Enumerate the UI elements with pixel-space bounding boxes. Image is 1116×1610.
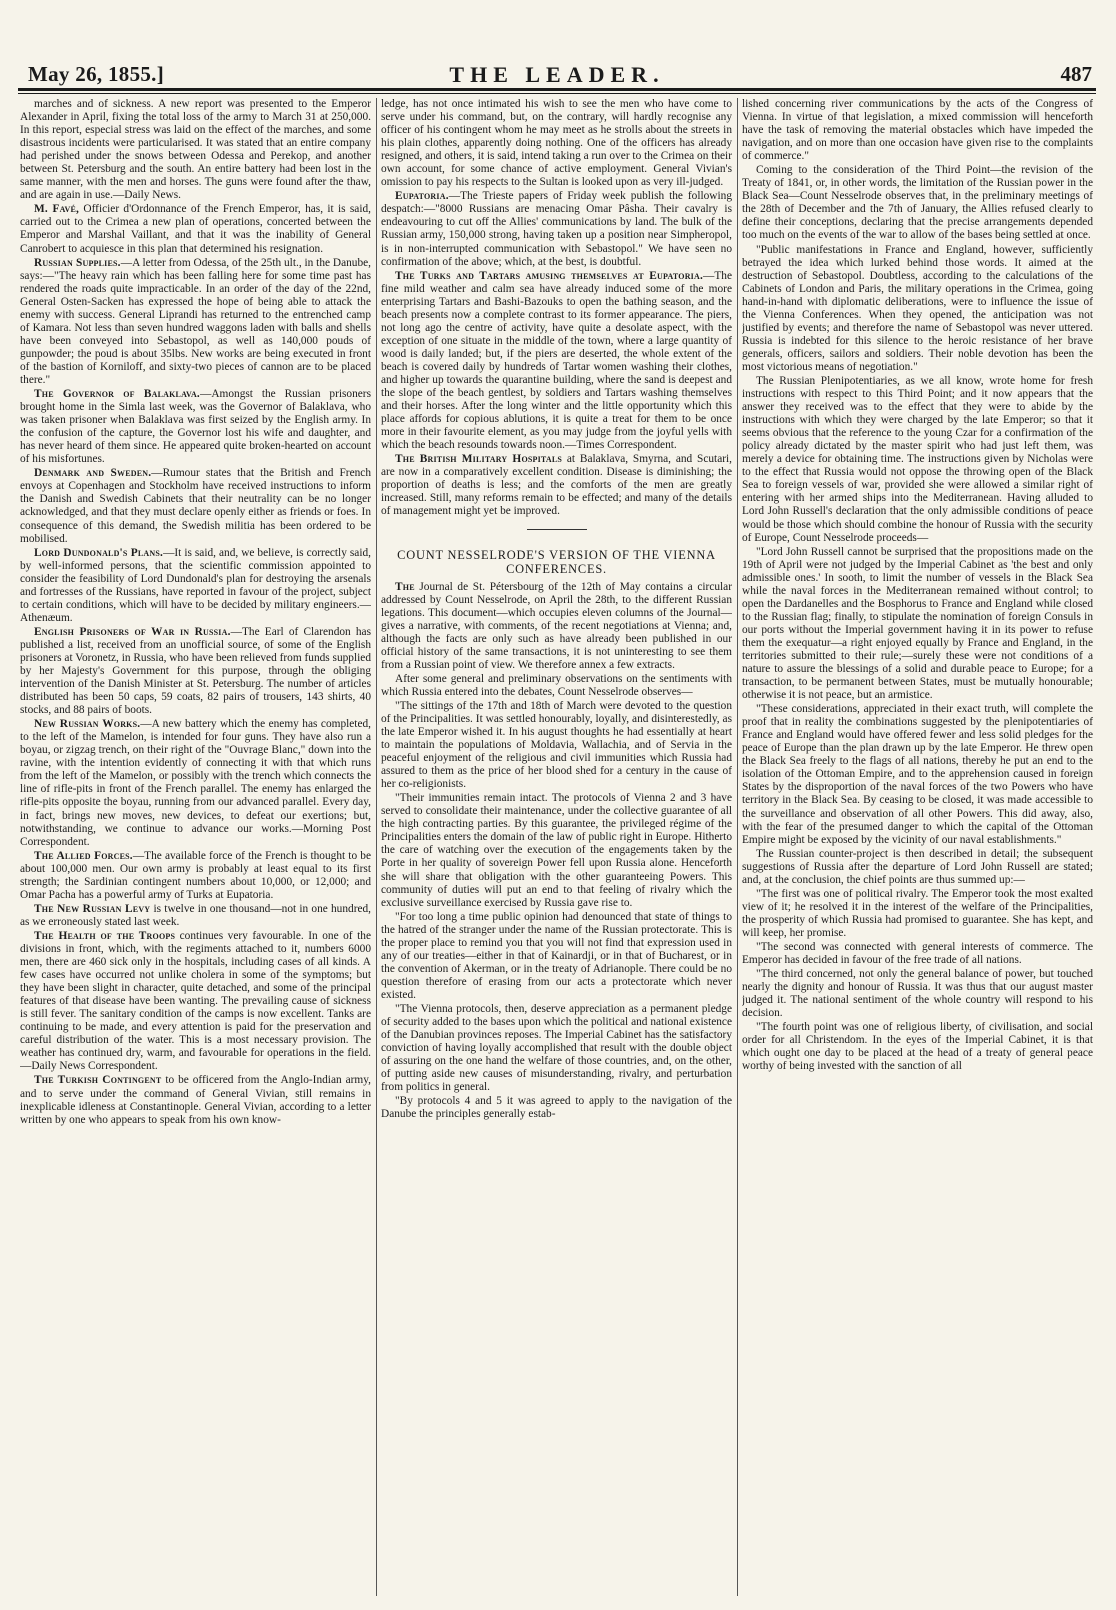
paragraph — [20, 547, 371, 625]
paragraph-text: "These considerations, appreciated in their exact truth, will complete the proof that in reality the combinations suggested by the plenipotentiaries of France and England would have offered fewer and less solid pledges for the peace of Europe than the plan drawn up by the late Emperor. He threw open the Black Sea freely to the flags of all nations, thereby he put an end to the isolation of the Ottoman Empire, and to the apprehension caused in foreign States by the disproportion of the naval forces of the two Powers who have territory in the Black Sea. By ceasing to be closed, it was made accessible to the surveillance and observation of all other Powers. This did away, also, with the fear of the presumed danger to which the capital of the Ottoman Empire might be exposed by the vicinity of our naval establishments." — [742, 703, 1093, 846]
paragraph-heading: The — [395, 580, 415, 593]
column-3 — [742, 98, 1093, 1596]
column-divider — [737, 98, 738, 1596]
paragraph-heading: The Turks and Tartars amusing themselves at Eupatoria. — [395, 269, 704, 282]
paragraph-text: —The fine mild weather and calm sea have already induced some of the more enterprising Tartars and Bashi-Bazouks to open the bathing season, and the beach presents now a complete contrast to its former appearance. The piers, not long ago the centre of activity, have quite a desolate aspect, with the exception of one situate in the middle of the town, where a large quantity of wood is daily landed; but, if the piers are deserted, the whole extent of the beach is covered daily by hundreds of Tartar women washing their clothes, and higher up towards the quarantine building, where the sand is deepest and the slope of the beach gentlest, by soldiers and Tartars washing themselves and their horses. After the long winter and the little opportunity which this place affords for copious ablutions, it is quite a treat for them to be once more in their favourite element, as you may judge from the joyful yells with which the beach resounds towards noon.—Times Correspondent. — [381, 269, 732, 452]
paragraph — [381, 792, 732, 909]
paragraph-heading: Lord Dundonald's Plans. — [34, 546, 164, 559]
article-heading: COUNT NESSELRODE'S VERSION OF THE VIENNA CONFERENCES. — [397, 547, 716, 576]
paragraph-text: —A new battery which the enemy has completed, to the left of the Mamelon, is intended for four guns. They have also run a boyau, or zigzag trench, on their right of the "Ouvrage Blanc," down into the ravine, with the intention evidently of connecting it with that which runs from the left of the Mamelon, or possibly with the trench which connects the line of rifle-pits in front of the French parallel. The enemy has enlarged the rifle-pits opposite the boyau, running from our advanced parallel. Every day, in fact, brings new moves, new devices, to defeat our exertions; but, notwithstanding, we continue to advance our works.—Morning Post Correspondent. — [20, 718, 371, 848]
masthead-rule-thin — [18, 93, 1096, 94]
paragraph-text: "Public manifestations in France and England, however, sufficiently betrayed the idea which lurked behind those words. It aimed at the destruction of Sebastopol. Doubtless, according to the calculations of the Cabinets of London and Paris, the military operations in the Crimea, going hand-in-hand with diplomatic deliberations, were to influence the issue of the Vienna Conferences. When they opened, the anticipation was not justified by events; and therefore the name of Sebastopol was never uttered. Russia is indebted for this silence to the heroic resistance of her brave generals, officers, sailors and soldiers. Their noble devotion has been the most victorious means of negotiation." — [742, 243, 1093, 373]
paragraph-heading: English Prisoners of War in Russia. — [34, 625, 231, 638]
page-number: 487 — [1060, 62, 1092, 86]
paragraph — [381, 673, 732, 699]
paragraph — [20, 930, 371, 1074]
paragraph-heading: The Allied Forces. — [34, 849, 133, 862]
paragraph-text: The Russian Plenipotentiaries, as we all know, wrote home for fresh instructions with respect to this Third Point; and it now appears that the answer they received was to the effect that they were to abide by the instructions with which they were charged by the late Emperor; so that it seems obvious that the reference to the young Czar for a confirmation of the policy already dictated by the master spirit who had just left them, was merely a device for obtaining time. The instructions given by Nicholas were to the effect that Russia would not oppose the throwing open of the Black Sea to foreign vessels of war, provided she were allowed a similar right of entering with her armed ships into the Mediterranean. Having alluded to Lord John Russell's declaration that the only admissible conditions of peace would be those which should combine the honour of Russia with the security of Europe, Count Nesselrode proceeds— — [742, 374, 1093, 544]
paragraph — [20, 467, 371, 545]
paragraph-text: —The available force of the French is thought to be about 100,000 men. Our own army is probably at least equal to its first strength; the Sardinian contingent numbers about 10,000, or 12,000; and Omar Pacha has a powerful army of Turks at Eupatoria. — [20, 849, 371, 901]
paragraph — [381, 270, 732, 453]
paragraph-heading: The Governor of Balaklava. — [34, 388, 200, 401]
column-2 — [381, 98, 732, 1596]
paragraph-text: is twelve in one thousand—not in one hundred, as we erroneously stated last week. — [20, 902, 371, 928]
paragraph-text: "The second was connected with general interests of commerce. The Emperor has decided in favour of the free trade of all nations. — [742, 941, 1093, 967]
paragraph-heading: Denmark and Sweden. — [34, 467, 152, 480]
paragraph-heading: The British Military Hospitals — [395, 453, 563, 466]
paragraph-heading: The New Russian Levy — [34, 902, 151, 915]
paragraph — [742, 888, 1093, 940]
paragraph-text: to be officered from the Anglo-Indian army, and to serve under the command of General Vivian, still remains in inexplicable idleness at Constantinople. General Vivian, according to a letter written by one who appears to speak from his own know- — [20, 1074, 371, 1126]
paragraph-text: —The Earl of Clarendon has published a list, received from an unofficial source, of some of the English prisoners at Voronetz, in Russia, who have been relieved from funds supplied by her Majesty's Government for this purpose, through the obliging intervention of the Danish Minister at St. Petersburg. The number of articles distributed has been 50 caps, 59 coats, 82 pairs of trousers, 143 shirts, 40 stocks, and 88 pairs of boots. — [20, 625, 371, 717]
paragraph-text: "The Vienna protocols, then, deserve appreciation as a permanent pledge of security added to the bases upon which the political and national existence of the Danubian provinces reposes. The Imperial Cabinet has the satisfactory conviction of having loyally accomplished that result with the double object of assuring on the one hand the welfare of those countries, and, on the other, of putting aside new causes of misunderstanding, rivalry, and perturbation from politics in general. — [381, 1003, 732, 1094]
paragraph — [20, 718, 371, 848]
paragraph — [381, 1095, 732, 1121]
column-divider — [376, 98, 377, 1596]
paragraph — [742, 244, 1093, 374]
paragraph — [381, 190, 732, 268]
paragraph-text: —It is said, and, we believe, is correctly said, by well-informed persons, that the scientific commission appointed to consider the feasibility of Lord Dundonald's plan for destroying the arsenals and fortresses of the Russians, have reported in favour of the project, subject to certain conditions, which will have to be decided by military engineers.—Athenæum. — [20, 546, 371, 624]
paragraph — [381, 700, 732, 791]
paragraph — [20, 1074, 371, 1126]
column-2-news — [381, 98, 732, 519]
paragraph — [742, 375, 1093, 545]
section-divider — [527, 529, 587, 530]
paragraph-heading: The Health of the Troops — [34, 929, 176, 942]
paragraph-text: "Lord John Russell cannot be surprised that the propositions made on the 19th of April were not judged by the Imperial Cabinet as 'the best and only admissible ones.' In sooth, to limit the number of vessels in the Black Sea while the naval forces in the Mediterranean remained without control; to open the Dardanelles and the Bosphorus to France and England while closed to the Russian flag; finally, to stipulate the nomination of foreign Consuls in our ports without the Imperial government having it in its power to refuse them the exequatur—a right enjoyed equally by France and England, in the territories submitted to their rule;—surely these were not conditions of a nature to assure the blessings of a solid and durable peace to Europe; for a transaction, to be permanent between States, must be mutually honourable; otherwise it is not peace, but an armistice. — [742, 545, 1093, 702]
paragraph — [742, 968, 1093, 1020]
paragraph-text: "For too long a time public opinion had denounced that state of things to the hatred of the stranger under the name of the Russian protectorate. This is the proper place to remind you that you will not find that expression used in any of our treaties—either in that of Kainardji, or in that of Bucharest, or in the convention of Akerman, or in the treaty of Adrianople. There could be no question therefore of erasing from our acts a protectorate which never existed. — [381, 910, 732, 1001]
paragraph — [20, 850, 371, 902]
paragraph-text: continues very favourable. In one of the divisions in front, which, with the regiments attached to it, numbers 6000 men, there are 460 sick only in the hospitals, including cases of all kinds. A few cases have occurred not unlike cholera in some of the symptoms; but they have been slight in character, quite detached, and some of the principal features of that disease have been wanting. The prevailing cause of sickness is still fever. The sanitary condition of the camps is now excellent. Tanks are continuing to be made, and every attention is paid for the preservation and careful distribution of the water. This is a most necessary provision. The weather has continued dry, warm, and favourable for operations in the field.—Daily News Correspondent. — [20, 929, 371, 1073]
issue-date: May 26, 1855.] — [28, 62, 165, 86]
paragraph — [381, 911, 732, 1002]
paragraph-text: —A letter from Odessa, of the 25th ult., in the Danube, says:—"The heavy rain which has been falling here for some time past has rendered the roads quite impracticable. In an order of the day of the 22nd, General Osten-Sacken has expressed the hope of being able to attack the enemy with success. General Liprandi has returned to the entrenched camp of Kamara. Not less than seven hundred waggons laden with balls and shells have been conveyed into Sebastopol, as well as 140,000 pouds of gunpowder; the poud is about 35lbs. New works are being executed in front of the bastion of Korniloff, and sixty-two pieces of cannon are to be placed there." — [20, 256, 371, 386]
paragraph — [20, 903, 371, 929]
paragraph — [381, 581, 732, 672]
paragraph-text: Journal de St. Pétersbourg of the 12th of May contains a circular addressed by Count Nesselrode, on April the 28th, to the different Russian legations. This document—which occupies eleven columns of the Journal—gives a narrative, with comments, of the recent negotiations at Vienna; and, although the facts are only such as have already been published in our official history of the same transactions, it is not uninteresting to see them from a Russian point of view. We therefore annex a few extracts. — [381, 580, 732, 671]
paragraph — [20, 203, 371, 255]
paragraph — [381, 1003, 732, 1094]
paragraph-heading: Russian Supplies. — [34, 256, 121, 269]
paragraph — [20, 98, 371, 202]
paragraph-heading: The Turkish Contingent — [34, 1074, 162, 1087]
paragraph — [20, 257, 371, 387]
column-2-article — [381, 581, 732, 1122]
masthead-rule-thick — [18, 88, 1096, 91]
paragraph-text: "By protocols 4 and 5 it was agreed to apply to the navigation of the Danube the principles generally estab- — [381, 1095, 732, 1121]
paragraph-text: —The Trieste papers of Friday week publish the following despatch:—"8000 Russians are menacing Omar Pâsha. Their cavalry is endeavouring to cut off the Allies' communications by land. The bulk of the Russian army, 150,000 strong, having taken up a position near Simpheropol, is in non-interrupted communication with Sebastopol." We have seen no confirmation of the above; which, at the best, is doubtful. — [381, 190, 732, 268]
paragraph-text: —Rumour states that the British and French envoys at Copenhagen and Stockholm have received instructions to inform the Danish and Swedish Cabinets that their neutrality can be no longer acknowledged, and that they must declare openly either as friends or foes. In consequence of this demand, the Swedish militia has been ordered to be mobilised. — [20, 467, 371, 545]
paragraph-text: "Their immunities remain intact. The protocols of Vienna 2 and 3 have served to consolidate their maintenance, under the collective guarantee of all the high contracting parties. By this guarantee, the privileged régime of the Principalities enters the domain of the law of public right in Europe. Hitherto the care of watching over the execution of the engagements taken by the Porte in her quality of sovereign Power fell upon Russia alone. Henceforth she will share that obligation with the other guaranteeing Powers. This community of duties will put an end to that feeling of rivalry which the exclusive surveillance exercised by Russia gave rise to. — [381, 792, 732, 909]
paragraph-text: "The third concerned, not only the general balance of power, but touched nearly the dignity and honour of Russia. It was thus that our august master judged it. The national sentiment of the whole country will respond to his decision. — [742, 968, 1093, 1020]
paragraph-text: "The fourth point was one of religious liberty, of civilisation, and social order for all Christendom. In the eyes of the Imperial Cabinet, it is that which ought one day to be placed at the head of a treaty of general peace worthy of being invested with the sanction of all — [742, 1021, 1093, 1073]
paragraph-text: at Balaklava, Smyrna, and Scutari, are now in a comparatively excellent condition. Disease is diminishing; the proportion of deaths is less; and the comforts of the men are greatly increased. Still, many reforms remain to be effected; and many of the details of management might yet be improved. — [381, 453, 732, 518]
paragraph — [381, 453, 732, 518]
paragraph-heading: Eupatoria. — [395, 190, 449, 203]
paragraph-text: The Russian counter-project is then described in detail; the subsequent suggestions of Russia after the departure of Lord John Russell are stated; and, at the conclusion, the chief points are thus summed up:— — [742, 847, 1093, 886]
paragraph — [742, 98, 1093, 163]
paragraph — [742, 703, 1093, 847]
paragraph — [742, 164, 1093, 242]
paragraph-text: "The first was one of political rivalry. The Emperor took the most exalted view of it; he resolved it in the interest of the welfare of the Principalities, the prosperity of which Russia had promised to guarantee. She has kept, and will keep, her promise. — [742, 887, 1093, 939]
paragraph — [20, 626, 371, 717]
paragraph-text: Officier d'Ordonnance of the French Emperor, has, it is said, carried out to the Crimea a new plan of operations, concerted between the Emperor and Marshal Vaillant, and that it was the inability of General Canrobert to acquiesce in this plan that determined his resignation. — [20, 203, 371, 255]
paragraph-text: marches and of sickness. A new report was presented to the Emperor Alexander in April, fixing the total loss of the army to March 31 at 250,000. In this report, especial stress was laid on the effect of the marches, and some disastrous incidents were particularised. It was stated that an entire company had perished under the snows between Odessa and Perekop, and another between St. Petersburg and the south. An entire battery had been lost in the same manner, with the men and horses. The guns were found after the thaw, and are again in use.—Daily News. — [20, 98, 371, 202]
paragraph-text: Coming to the consideration of the Third Point—the revision of the Treaty of 1841, or, in other words, the limitation of the Russian power in the Black Sea—Count Nesselrode observes that, in the preliminary meetings of the 28th of December and the 7th of January, the Allies refused clearly to define their conceptions, declaring that the precise arrangements depended too much on the events of the war to allow of the bases being settled at once. — [742, 164, 1093, 242]
paragraph-heading: M. Favé, — [34, 203, 80, 216]
paragraph — [742, 941, 1093, 967]
paragraph-text: lished concerning river communications by the acts of the Congress of Vienna. In virtue of that legislation, a mixed commission will henceforth have the task of removing the material obstacles which have impeded the navigation, and on more than one occasion have given rise to the complaints of commerce." — [742, 98, 1093, 163]
paragraph — [742, 848, 1093, 887]
paragraph-text: ledge, has not once intimated his wish to see the men who have come to serve under his command, but, on the contrary, will hardly recognise any officer of his contingent whom he may meet as he strolls about the streets in his plain clothes, apparently doing nothing. One of the officers has already resigned, and others, it is said, intend taking a run over to the Crimea on their own account, for some chance of active employment. General Vivian's omission to pay his respects to the Sultan is looked upon as very ill-judged. — [381, 98, 732, 189]
paragraph-text: "The sittings of the 17th and 18th of March were devoted to the question of the Principalities. It was settled honourably, loyally, and disinterestedly, as the late Emperor wished it. In his august thoughts he had essentially at heart to maintain the populations of Moldavia, Wallachia, and of Servia in the peaceful enjoyment of the religious and civil immunities which Russia had assured to them as the price of her blood shed for a century in the cause of her co-religionists. — [381, 699, 732, 791]
masthead — [18, 50, 1096, 90]
paragraph-text: After some general and preliminary observations on the sentiments with which Russia entered into the debates, Count Nesselrode observes— — [381, 672, 732, 698]
paragraph — [381, 98, 732, 189]
newspaper-title: THE LEADER. — [449, 62, 665, 87]
paragraph — [20, 388, 371, 466]
paragraph-heading: New Russian Works. — [34, 718, 141, 731]
paragraph-text: —Amongst the Russian prisoners brought home in the Simla last week, was the Governor of Balaklava, who was taken prisoner when Balaklava was first seized by the English army. In the confusion of the capture, the Governor lost his wife and daughter, and has never heard of them since. He appeared quite broken-hearted on account of his misfortunes. — [20, 388, 371, 466]
column-1 — [20, 98, 371, 1596]
paragraph — [742, 1021, 1093, 1073]
article-columns — [20, 98, 1094, 1596]
paragraph — [742, 546, 1093, 703]
